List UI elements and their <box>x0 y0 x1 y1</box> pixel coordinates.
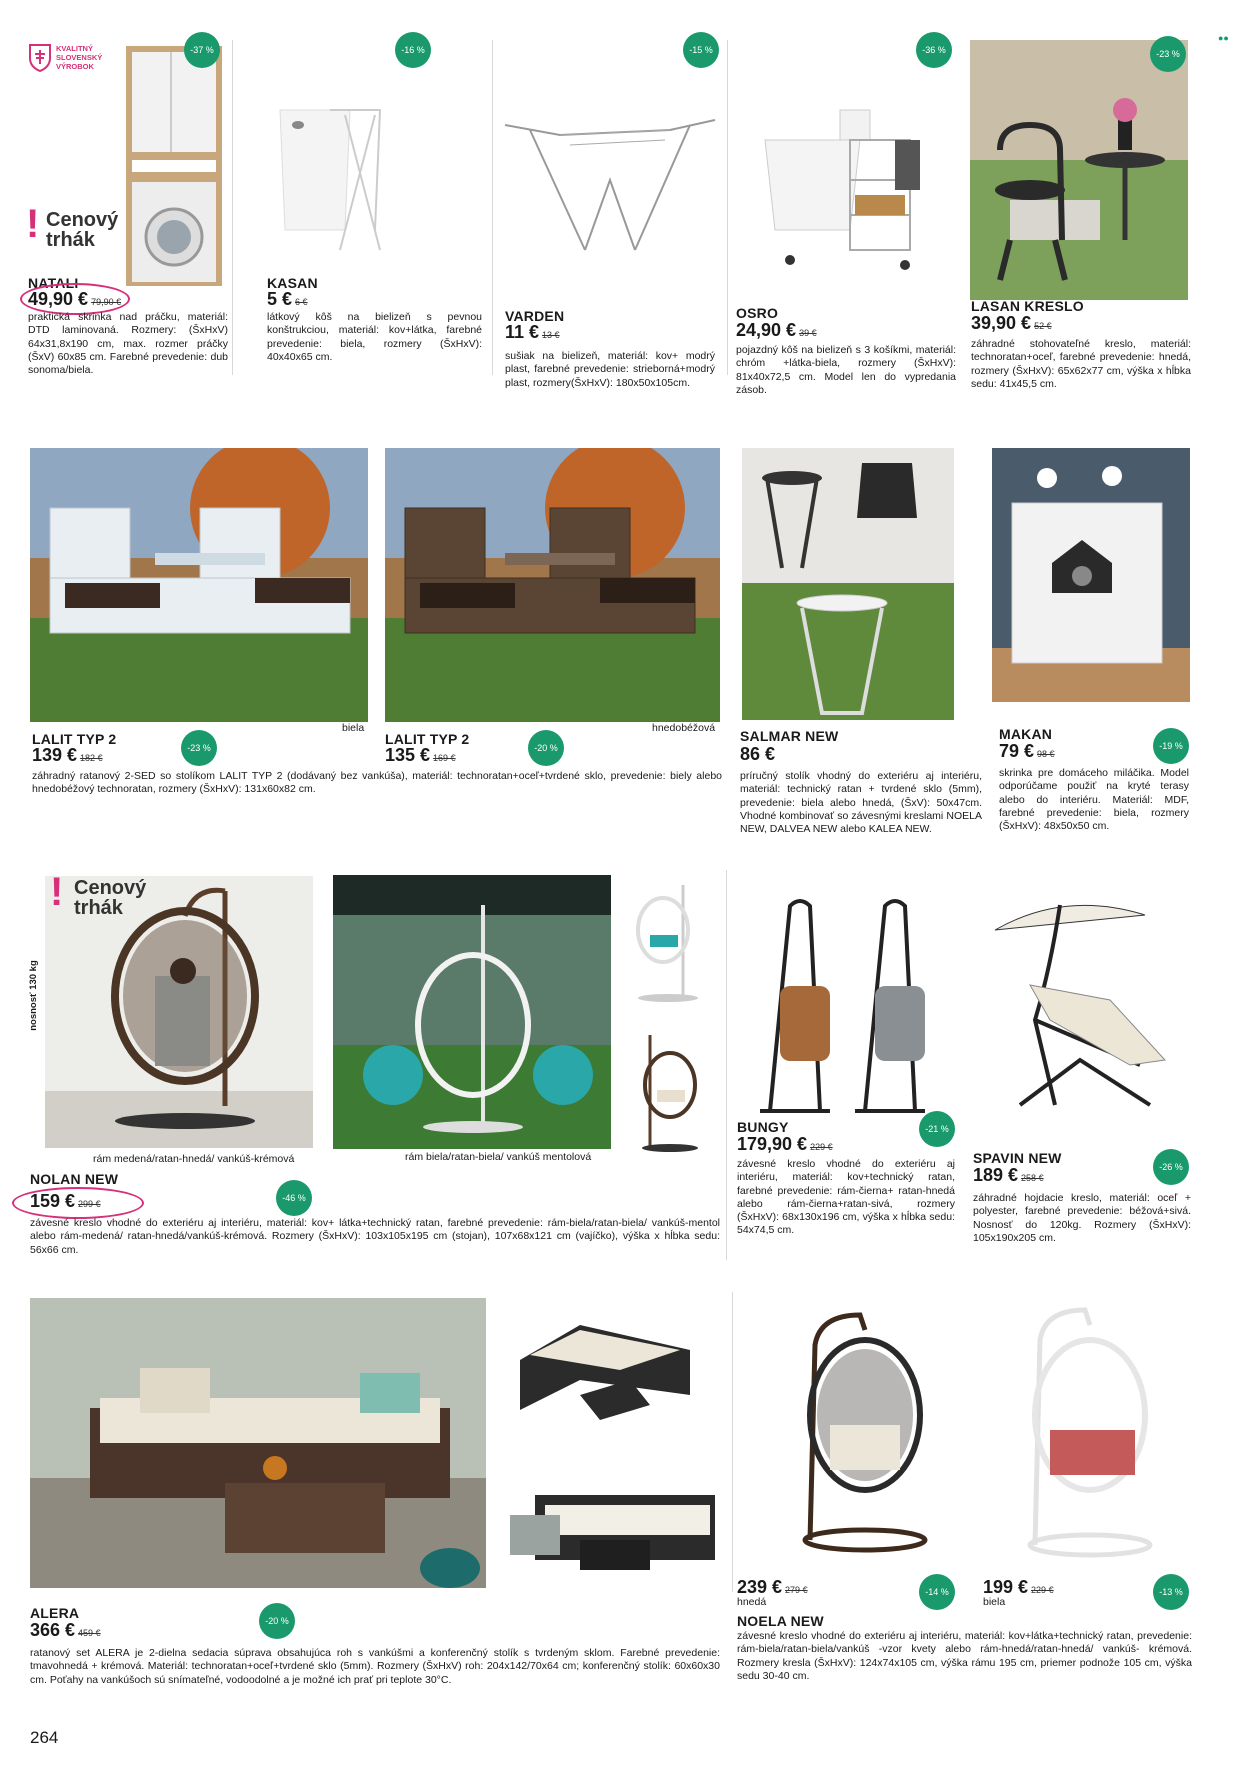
price-value: 5 € <box>267 289 293 309</box>
product-description: záhradný ratanový 2-SED so stolíkom LALIT TYP 2 (dodávaný bez vankúša), materiál: technoratan+oceľ+tvrdené sklo, prevedenie: biely alebo hnedobéžový technoratan, rozmery (ŠxHxV): 131x60x82 cm. <box>32 770 722 796</box>
discount-badge: -46 % <box>276 1180 312 1216</box>
old-price: 98 € <box>1037 749 1055 759</box>
discount-badge: -23 % <box>181 730 217 766</box>
old-price: 6 € <box>295 297 308 307</box>
product-image-alera-set <box>505 1475 723 1585</box>
product-price <box>385 745 456 766</box>
product-name: VARDEN <box>505 308 565 324</box>
discount-badge: -20 % <box>259 1603 295 1639</box>
product-price <box>505 322 560 343</box>
product-image-salmar <box>742 448 954 720</box>
logo-line: SLOVENSKÝ <box>56 53 103 62</box>
discount-badge: -36 % <box>916 32 952 68</box>
logo-line: VÝROBOK <box>56 62 94 71</box>
product-description: závesné kreslo vhodné do exteriéru aj interiéru, materiál: kov+látka+technický ratan, prevedenie: rám-biela/ratan-biela/vankúš -vzor kvety alebo rám-hnedá/ratan-hnedá/ vankúš- krémová. Rozmery kresla (ŠxHxV): 124x74x105 cm, výška rámu 195 cm, priemer podnože 105 cm, výška sedu 30-40 cm. <box>737 1630 1192 1682</box>
product-description: príručný stolík vhodný do exteriéru aj interiéru, materiál: technický ratan + tvrdené sklo (5mm), prevedenie: biela alebo hnedá, (ŠxV): 50x47cm. Vhodné kombinovať so závesnými kreslami NOELA NEW, DALVEA NEW alebo KALEA NEW. <box>740 770 982 836</box>
product-image-nolan-brown-thumb <box>635 1030 707 1155</box>
product-description: záhradné hojdacie kreslo, materiál: oceľ + polyester, farebné prevedenie: béžová+sivá. Nosnosť do 120kg. Rozmery (ŠxHxV): 105x190x205 cm. <box>973 1192 1191 1244</box>
old-price: 258 € <box>1021 1173 1044 1183</box>
product-price <box>973 1165 1044 1186</box>
cenovy-line-2: trhák <box>74 897 123 919</box>
product-image-lasan <box>970 40 1188 300</box>
price-value: 135 € <box>385 745 431 765</box>
discount-badge: -13 % <box>1153 1574 1189 1610</box>
price-value: 49,90 € <box>28 289 89 309</box>
discount-badge: -26 % <box>1153 1149 1189 1185</box>
page-number: 264 <box>30 1728 59 1747</box>
old-price: 229 € <box>810 1142 833 1152</box>
price-value: 239 € <box>737 1577 783 1597</box>
product-image-alera <box>30 1298 486 1588</box>
discount-badge: -23 % <box>1150 36 1186 72</box>
cenovy-line-1: Cenový <box>46 209 119 231</box>
product-name: SALMAR NEW <box>740 728 839 744</box>
price-value: 39,90 € <box>971 313 1032 333</box>
product-image-natali <box>118 42 228 290</box>
price-value: 86 € <box>740 744 776 764</box>
product-name: LALIT TYP 2 <box>32 731 117 747</box>
product-name: SPAVIN NEW <box>973 1150 1062 1166</box>
old-price: 79,90 € <box>91 297 122 307</box>
product-price <box>740 744 775 765</box>
product-name: LASAN KRESLO <box>971 298 1084 314</box>
product-name: NATALI <box>28 275 79 291</box>
old-price: 459 € <box>78 1628 101 1638</box>
color-label: biela <box>983 1596 1006 1608</box>
quality-logo <box>28 42 108 76</box>
product-image-lalit-white <box>30 448 368 722</box>
logo-line: KVALITNÝ <box>56 44 93 53</box>
product-name: MAKAN <box>999 726 1053 742</box>
product-price <box>736 320 817 341</box>
price-value: 139 € <box>32 745 78 765</box>
price-value: 11 € <box>505 322 540 342</box>
old-price: 279 € <box>785 1585 808 1595</box>
cenovy-trhak-label: ! Cenový trhák <box>52 878 162 926</box>
product-description: závesné kreslo vhodné do exteriéru aj interiéru, materiál: kov+ látka+technický ratan, farebné prevedenie: rám-biela/ratan-biela/ vankúš-mentol alebo rám-medená/ ratan-hnedá/vankúš-krémová. Rozmery (ŠxHxV): 103x105x195 cm (stojan), 107x68x121 cm (vajíčko), výška x hĺbka sedu: 56x66 cm. <box>30 1217 720 1256</box>
discount-badge: -21 % <box>919 1111 955 1147</box>
product-name: LALIT TYP 2 <box>385 731 470 747</box>
product-image-lalit-brown <box>385 448 720 722</box>
cenovy-line-1: Cenový <box>74 877 147 899</box>
price-value: 24,90 € <box>736 320 797 340</box>
discount-badge: -16 % <box>395 32 431 68</box>
discount-badge: -15 % <box>683 32 719 68</box>
cenovy-line-2: trhák <box>46 229 95 251</box>
price-value: 159 € <box>30 1191 76 1211</box>
product-description: skrinka pre domáceho miláčika. Model odporúčame použiť na kryté terasy alebo do interiéru. Materiál: MDF, farebné prevedenie: biela, rozmery (ŠxHxV): 48x50x50 cm. <box>999 767 1189 833</box>
product-image-noela-brown <box>770 1305 950 1555</box>
product-image-osro <box>760 100 930 280</box>
product-image-nolan-2 <box>333 875 611 1149</box>
product-description: záhradné stohovateľné kreslo, materiál: technoratan+oceľ, farebné prevedenie: hnedá, rozmery (ŠxHxV): 65x62x77 cm, výška x hĺbka sedu: 41x45,5 cm. <box>971 338 1191 390</box>
variant-caption: rám biela/ratan-biela/ vankúš mentolová <box>405 1151 592 1163</box>
product-name: OSRO <box>736 305 779 321</box>
discount-badge: -14 % <box>919 1574 955 1610</box>
product-name: NOLAN NEW <box>30 1171 119 1187</box>
product-description: závesné kreslo vhodné do exteriéru aj interiéru, materiál: kov+technický ratan, farebné prevedenie: rám-čierna+ ratan-hnedá alebo rám-čierna+ratan-sivá, rozmery (ŠxHxV): 68x130x196 cm, výška x hĺbka sedu: 54x74,5 cm. <box>737 1158 955 1237</box>
product-description: látkový kôš na bielizeň s pevnou konštrukciou, materiál: kov+látka, farebné prevedenie: biela, rozmery (ŠxHxV): 40x40x65 cm. <box>267 311 482 363</box>
product-price <box>999 741 1055 762</box>
product-price <box>737 1134 833 1155</box>
product-description: ratanový set ALERA je 2-dielna sedacia súprava obsahujúca roh s vankúšmi a konferenčný stolík s tvrdeným sklom. Farebné prevedenie: tmavohnedá + krémová. Materiál: technoratan+oceľ+tvrdené sklo (5mm). Rozmery (ŠxHxV) roh: 204x142/70x64 cm; konferenčný stolík: 60x60x30 cm. Poťahy na vankúšoch sú snímateľné, vodoodolné a je možné ich prať pri teplote 30°C. <box>30 1647 720 1686</box>
discount-badge: -19 % <box>1153 728 1189 764</box>
product-description: praktická skrinka nad práčku, materiál: DTD laminovaná. Rozmery: (ŠxHxV) 64x31,8x190 cm, max. rozmer práčky (ŠxV) 60x85 cm. Farebné prevedenie: dub sonoma/biela. <box>28 311 228 377</box>
discount-badge: -37 % <box>184 32 220 68</box>
product-price <box>737 1577 808 1598</box>
old-price: 299 € <box>78 1199 101 1209</box>
product-description: pojazdný kôš na bielizeň s 3 košíkmi, materiál: chróm +látka-biela, rozmery (ŠxHxV): 81x40x72,5 cm. Model len do vypredania zásob. <box>736 344 956 396</box>
product-price <box>971 313 1052 334</box>
product-name: BUNGY <box>737 1119 789 1135</box>
product-name: ALERA <box>30 1605 80 1621</box>
cenovy-trhak-label: ! Cenový trhák <box>28 210 128 260</box>
product-price <box>983 1577 1054 1598</box>
product-name: KASAN <box>267 275 318 291</box>
variant-caption: rám medená/ratan-hnedá/ vankúš-krémová <box>93 1153 295 1165</box>
product-image-makan <box>992 448 1190 702</box>
product-price <box>30 1191 101 1212</box>
price-value: 366 € <box>30 1620 76 1640</box>
price-value: 79 € <box>999 741 1035 761</box>
product-description: sušiak na bielizeň, materiál: kov+ modrý plast, farebné prevedenie: strieborná+modrý plast, rozmery(ŠxHxV): 180x50x105cm. <box>505 350 715 389</box>
product-price <box>32 745 103 766</box>
product-image-bungy <box>740 896 950 1121</box>
product-image-kasan <box>270 90 390 270</box>
old-price: 169 € <box>433 753 456 763</box>
product-image-spavin <box>990 890 1190 1130</box>
shield-icon <box>28 42 52 72</box>
price-value: 199 € <box>983 1577 1029 1597</box>
discount-badge: -20 % <box>528 730 564 766</box>
old-price: 182 € <box>80 753 103 763</box>
product-price <box>267 289 308 310</box>
product-price <box>30 1620 101 1641</box>
product-image-alera-pieces <box>510 1300 720 1440</box>
product-image-noela-white <box>995 1300 1175 1560</box>
product-image-varden <box>500 100 720 260</box>
old-price: 229 € <box>1031 1585 1054 1595</box>
product-name: NOELA NEW <box>737 1613 824 1629</box>
old-price: 39 € <box>799 328 817 338</box>
price-value: 179,90 € <box>737 1134 808 1154</box>
price-value: 189 € <box>973 1165 1019 1185</box>
color-label: hnedá <box>737 1596 767 1608</box>
product-image-nolan-white-thumb <box>628 880 700 1005</box>
product-price <box>28 289 121 310</box>
old-price: 52 € <box>1034 321 1052 331</box>
dots-icon: ●● <box>1218 33 1229 43</box>
color-label: hnedobéžová <box>652 722 716 734</box>
old-price: 13 € <box>542 330 560 340</box>
color-label: biela <box>342 722 365 734</box>
load-capacity-label: nosnosť 130 kg <box>27 960 39 1031</box>
